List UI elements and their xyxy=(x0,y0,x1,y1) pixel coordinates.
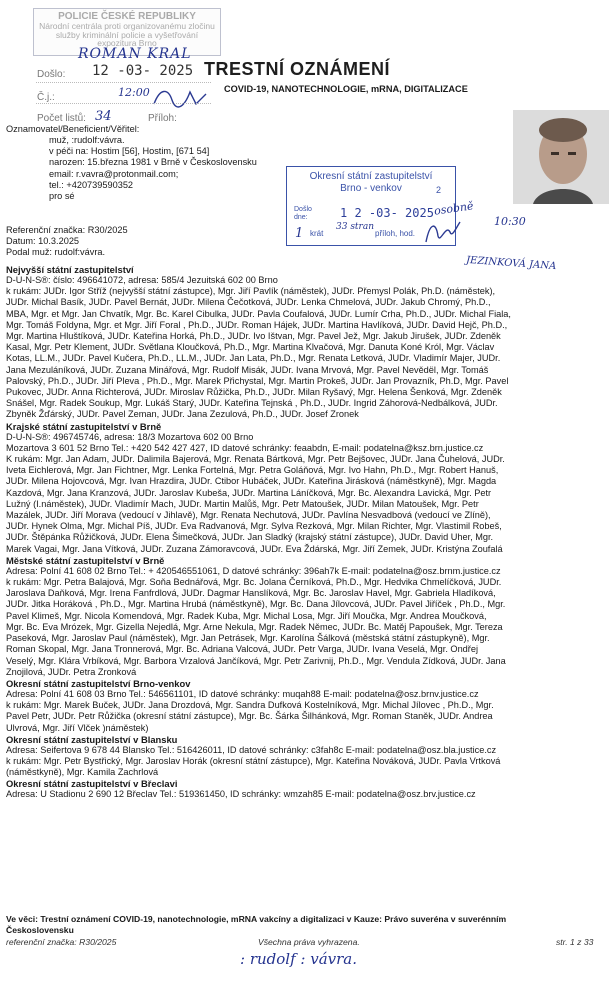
section-line: K rukám: Mgr. Jan Adam, JUDr. Dalimila Bajerová, Mgr. Renata Bártková, Mgr. Petr Bejšovec, JUDr. Jana Čuhelová, JUDr. xyxy=(6,454,505,465)
section-line: Roman Skopal, Mgr. Jana Tronnerová, Mgr. Bc. Adriana Valcová, JUDr. Petr Varga, JUDr. Ivana Veselá, Mgr. Ondřej xyxy=(6,644,479,655)
section-line: Adresa: Seifertova 9 678 44 Blansko Tel.: 516426011, ID datové schránky: c3fah8c E-mail: podatelna@osz.bla.justice.cz xyxy=(6,744,497,755)
footer-re-label: Ve věci: xyxy=(6,914,39,924)
complainant-line: email: r.vavra@protonmail.com; xyxy=(49,168,179,179)
section-line: Adresa: Polní 41 608 03 Brno Tel.: 546561101, ID datové schránky: muqah88 E-mail: podatelna@osz.brnv.justice.cz xyxy=(6,688,479,699)
section-heading: Městské státní zastupitelství v Brně xyxy=(6,554,165,566)
footer-page-number: str. 1 z 33 xyxy=(556,937,594,947)
section-line: Jana Mezuláníková, JUDr. Zuzana Minářová, Mgr. Rudolf Misák, JUDr. Ivana Mrvová, Mgr. Pavel Nevědël, Mgr. Tomáš xyxy=(6,364,489,375)
section-line: Lužný (I.náměstek), JUDr. Vladimír Mach, JUDr. Martin Malůš, Mgr. Petr Matoušek, JUDr. Milan Matoušek, Mgr. Petr xyxy=(6,498,479,509)
office-stamp-count-pre: 1 xyxy=(295,226,304,241)
section-heading: Okresní státní zastupitelství Brno-venkov xyxy=(6,677,191,689)
stamp-divider xyxy=(36,82,211,83)
office-stamp-line2: Brno - venkov xyxy=(340,183,402,194)
police-stamp-count-label: Počet listů: xyxy=(37,113,86,124)
police-stamp-initials xyxy=(150,86,210,110)
section-line: Adresa: U Stadionu 2 690 12 Břeclav Tel.: 519361450, ID schránky: wmzah85 E-mail: podatelna@osz.brv.justice.cz xyxy=(6,789,476,800)
police-stamp-handwritten-time: 12:00 xyxy=(118,86,150,99)
police-stamp-handwritten-count: 34 xyxy=(95,109,112,124)
meta-block xyxy=(6,225,128,259)
complainant-label: Oznamovatel/Beneficient/Věřitel: xyxy=(6,124,140,134)
section-line: Kazdová, Mgr. Jana Kranzová, JUDr. Jaroslav Kubeša, JUDr. Martina Láníčková, Mgr. Bc. Alexandra Lavická, Mgr. Petr xyxy=(6,487,492,498)
section-line: JUDr. Hynek Olma, Mgr. Michal Píš, JUDr. Eva Radvanová, Mgr. Sylva Rezková, Mgr. Milan Richter, Mgr. Vlastimil Robeš, xyxy=(6,521,502,532)
section-line: Palovský, Ph.D., JUDr. Jiří Pleva , Ph.D., Mgr. Marek Přichystal, Mgr. Martin Prokeš, JUDr. Jan Provazník, Ph.D, Mgr. Pavel xyxy=(6,375,509,386)
section-line: Zbyněk Žďárský, JUDr. Pavel Zeman, JUDr. Jana Zezulová, Ph.D., JUDr. Josef Zronek xyxy=(6,409,359,420)
police-stamp-received-label: Došlo: xyxy=(37,69,66,80)
complainant-line: muž, :rudolf:vávra. xyxy=(49,135,125,145)
section-line: Mazálek, JUDr. Jiří Morava (vedoucí v Jihlavě), Mgr. Renata Nechutová, JUDr. Pavlína Nesvadbová (vedoucí ve Zlíně), xyxy=(6,510,491,521)
section-heading: Okresní státní zastupitelství v Blansku xyxy=(6,733,178,745)
document-subtitle: COVID-19, NANOTECHNOLOGIE, mRNA, DIGITALIZACE xyxy=(224,84,468,94)
footer-ref: referenční značka: R30/2025 xyxy=(6,937,117,947)
section-line: k rukám: Mgr. Petr Bystřický, Mgr. Jaroslav Horák (okresní státní zástupce), Mgr. Kateřina Nováková, JUDr. Pavla Vrtková xyxy=(6,755,501,766)
section-line: JUDr. Štěpánka Růžičková, JUDr. Elena Šimečková, JUDr. Jan Sladký (krajský státní zástupce), JUDr. David Uher, Mgr. xyxy=(6,532,494,543)
footer-re-text: Trestní oznámení COVID-19, nanotechnologie, mRNA vakcíny a digitalizaci v Kauze: Právo suveréna v suverénním xyxy=(40,914,507,924)
police-stamp-attachments-label: Příloh: xyxy=(148,113,177,124)
stamp-divider xyxy=(36,103,211,104)
police-stamp-line2: Národní centrála proti organizovanému zločinu xyxy=(39,21,215,31)
document-date: Datum: 10.3.2025 xyxy=(6,236,80,247)
section-line: Iveta Eichlerová, Mgr. Jan Fichtner, Mgr. Lenka Fortelná, Mgr. Petra Goláňová, Mgr. Ivo Hahn, Ph.D., Mgr. Robert Hanuš, xyxy=(6,465,499,476)
complainant-line: tel.: +420739590352 xyxy=(49,179,134,190)
office-stamp-count-num: 33 stran xyxy=(336,222,375,232)
section-heading: Nejvyšší státní zastupitelství xyxy=(6,264,134,275)
section-line: Paseková, Mgr. Jaroslav Paul (náměstek), Mgr. Jan Petrásek, Mgr. Karolína Šálková (městská státní zástupkyně), Mgr. xyxy=(6,633,490,644)
section-heading: Krajské státní zastupitelství v Brně xyxy=(6,420,162,432)
office-stamp-count-text: krát xyxy=(310,229,324,238)
section-line: Marek Vagai, Mgr. Jana Vítková, JUDr. Zuzana Zámoravcová, JUDr. Eva Ždárská, Mgr. Jiří Zemek, JUDr. Kristýna Zoufalá xyxy=(6,543,503,554)
office-stamp-attachments-text: příloh, hod. xyxy=(375,229,416,238)
section-line: Mgr. Tomáš Foldyna, Mgr. et Mgr. Jiří Foral , Ph.D., JUDr. Roman Hájek, JUDr. Martina Havlíková, JUDr. David Hejč, Ph.D., xyxy=(6,319,508,330)
police-stamp-cj-label: Č.j.: xyxy=(37,92,55,103)
complainant-block xyxy=(49,135,257,202)
reference-number: Referenční značka: R30/2025 xyxy=(6,225,128,235)
section-line: Pavel Klimeš, Mgr. Nicola Komendová, Mgr. Radek Kuba, Mgr. Michal Losa, Mgr. Jiří Moučka, Mgr. Andrea Moučková, xyxy=(6,610,487,621)
office-stamp-personal: osobně xyxy=(433,199,475,218)
section-line: Kotas, LL.M., JUDr. Pavel Kučera, Ph.D., LL.M., JUDr. Jan Lata, Ph.D., Mgr. Renata Letková, JUDr. Vladimír Majer, JUDr. xyxy=(6,353,501,364)
footer-signature: : rudolf : vávra. xyxy=(240,950,357,968)
complainant-line: pro sé xyxy=(49,191,75,202)
office-stamp-date: 1 2 -03- 2025 xyxy=(340,206,434,220)
office-stamp-signature xyxy=(422,218,464,246)
recipients-body xyxy=(6,264,610,801)
section-heading: Okresní státní zastupitelství v Břeclavi xyxy=(6,778,178,790)
section-line: k rukám: Mgr. Marek Buček, JUDr. Jana Drozdová, Mgr. Sandra Dufková Kostelníková, Mgr. Michal Jílovec , Ph.D., Mgr. xyxy=(6,700,494,711)
section-line: JUDr. Jitka Horáková , Ph.D., Mgr. Martina Hrubá (náměstkyně), Mgr. Bc. Dana Jílovcová, JUDr. Pavel Jiříček , Ph.D., Mgr. xyxy=(6,599,506,610)
section-line: Jaroslava Daňková, Mgr. Irena Fanfrdlová, JUDr. Dagmar Hanslíková, Mgr. Bc. Jaroslav Havel, Mgr. Gabriela Hladíková, xyxy=(6,588,496,599)
complainant-line: narozen: 15.března 1981 v Brně v Československu xyxy=(49,157,257,168)
section-line: D-U-N-S®: 496745746, adresa: 18/3 Mozartova 602 00 Brno xyxy=(6,431,254,442)
police-stamp-date: 12 -03- 2025 xyxy=(92,63,194,79)
section-line: JUDr. Michal Basík, JUDr. Pavel Bernát, JUDr. Milena Čečotková, JUDr. Lenka Chmelová, JUDr. Jakub Chromý, Ph.D., xyxy=(6,297,491,308)
police-stamp-handwritten-name: ROMAN KRAL xyxy=(78,46,192,62)
section-line: (náměstkyně), Mgr. Kamila Zachrlová xyxy=(6,767,159,778)
section-line: k rukám: JUDr. Igor Stříž (nejvyšší státní zástupce), Mgr. Jiří Pavlík (náměstek), JUDr. Přemysl Polák, Ph.D. (náměstek), xyxy=(6,286,496,297)
office-stamp-received-label: Došlo dne: xyxy=(294,206,312,221)
section-line: D-U-N-S®: číslo: 496641072, adresa: 585/4 Jezuitská 602 00 Brno xyxy=(6,275,278,285)
complainant-photo xyxy=(513,110,609,204)
section-line: Snášel, Mgr. Radek Soukup, Mgr. Lukáš Starý, JUDr. Kateřina Tejnská , Ph.D., JUDr. Ingrid Záhorová-Nedbálková, JUDr. xyxy=(6,398,498,409)
section-line: MBA, Mgr. et Mgr. Jan Chvatík, Mgr. Bc. Karel Cibulka, JUDr. Pavla Coufalová, JUDr. Lumír Crha, Ph.D., JUDr. Michal Fiala, xyxy=(6,308,511,319)
footer-re-text2: Československu xyxy=(6,924,74,935)
office-stamp-time: 10:30 xyxy=(494,215,526,228)
footer-rights: Všechna práva vyhrazena. xyxy=(258,937,360,947)
section-line: Veselý, Mgr. Klára Vrbíková, Mgr. Barbora Vrzalová Jančíková, Mgr. Petr Zarivnij, Ph.D., Mgr. Vendula Zídková, JUDr. Jana xyxy=(6,655,506,666)
section-line: Ulvrová, Mgr. Jiří Vlček )náměstek) xyxy=(6,722,149,733)
document-title: TRESTNÍ OZNÁMENÍ xyxy=(204,59,390,79)
section-line: Adresa: Polní 41 608 02 Brno Tel.: + 420546551061, D datové schránky: 396ah7k E-mail: podatelna@osz.brnm.justice.cz xyxy=(6,565,501,576)
office-stamp-handwritten-name: JEZINKOVÁ JANA xyxy=(465,254,557,273)
section-line: JUDr. Milena Hojovcová, Mgr. Ivan Hrazdira, JUDr. Ctibor Hubáček, JUDr. Kateřina Jirásková (náměstkyně), Mgr. Magda xyxy=(6,476,497,487)
footer-subject xyxy=(6,914,610,935)
police-stamp-line1: POLICIE ČESKÉ REPUBLIKY xyxy=(58,11,196,22)
section-line: k rukám: Mgr. Petra Balajová, Mgr. Soňa Bednářová, Mgr. Bc. Jolana Černíková, Ph.D., Mgr. Hedvika Chmelíčková, JUDr. xyxy=(6,577,502,588)
police-stamp-line3: služby kriminální policie a vyšetřování xyxy=(55,29,199,40)
section-line: Kasal, Mgr. Petr Klement, JUDr. Světlana Kloučková, Ph.D., Mgr. Martina Klvačová, Mgr. Danuta Koné Król, Mgr. Václav xyxy=(6,342,495,353)
section-line: Pavel Petr, JUDr. Petr Růžička (okresní státní zástupce), Mgr. Bc. Šárka Šilhánková, Mgr. Roman Staněk, JUDr. Andrea xyxy=(6,711,493,722)
submitter: Podal muž: rudolf:vávra. xyxy=(6,247,106,258)
office-stamp-line1: Okresní státní zastupitelství xyxy=(309,171,433,182)
complainant-line: v péči na: Hostim [56], Hostim, [671 54] xyxy=(49,146,210,157)
office-stamp-number: 2 xyxy=(436,185,442,195)
section-line: Znojilová, JUDr. Petra Zronková xyxy=(6,666,137,677)
section-line: Pukovec, JUDr. Anna Richterová, JUDr. Miroslav Růžička, Ph.D., JUDr. Milan Ryšavý, Mgr. Helena Šenková, Mgr. Zdeněk xyxy=(6,387,502,398)
police-stamp-line4: expozitura Brno xyxy=(97,38,157,48)
section-line: Mgr. Bc. Eva Mrózek, Mgr. Gizella Nejedlá, Mgr. Arne Nekula, Mgr. Radek Němec, JUDr. Bc. Matěj Papoušek, Mgr. Tereza xyxy=(6,621,503,632)
section-line: Mgr. Martina Hluštíková, JUDr. Kateřina Horká, Ph.D., JUDr. Ivo Ištvan, Mgr. Pavel Jež, Mgr. Jakub Jirušek, JUDr. Zdeněk xyxy=(6,331,501,342)
section-line: Mozartova 3 601 52 Brno Tel.: +420 542 427 427, ID datové schránky: feaabdn, E-mail: podatelna@ksz.brn.justice.cz xyxy=(6,442,484,453)
